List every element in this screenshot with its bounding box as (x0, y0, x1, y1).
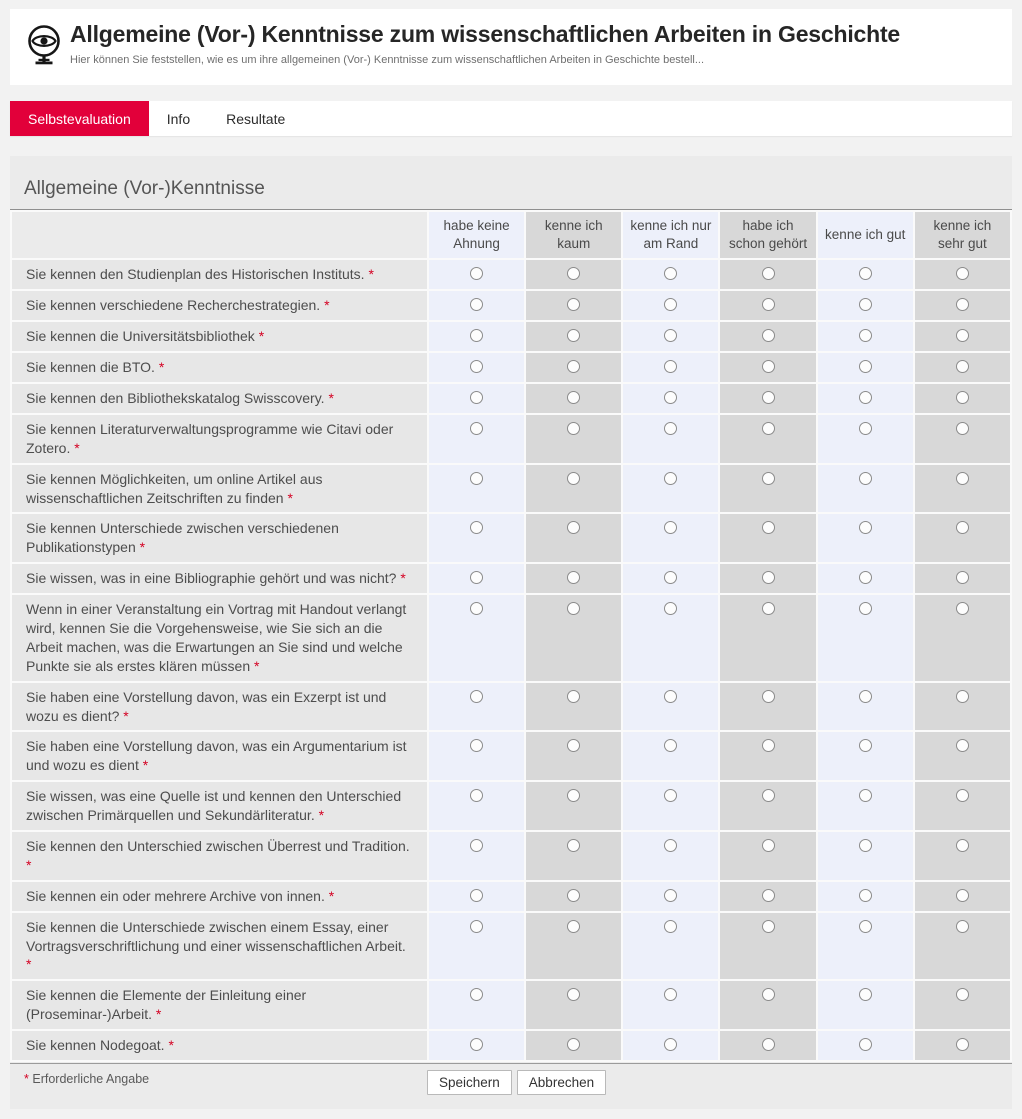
required-asterisk: * (158, 359, 165, 376)
column-header: kenne ich gut (818, 212, 913, 258)
option-cell (720, 913, 815, 980)
option-cell (429, 564, 524, 593)
radio-q8-opt4[interactable] (762, 521, 775, 534)
survey-mirror-eye-icon (22, 23, 66, 69)
radio-q8-opt3[interactable] (664, 521, 677, 534)
radio-q2-opt3[interactable] (664, 298, 677, 311)
question-row (12, 415, 1010, 463)
option-cell (623, 832, 718, 880)
form-footer (10, 1063, 1012, 1103)
radio-q11-opt1[interactable] (470, 690, 483, 703)
radio-q5-opt2[interactable] (567, 391, 580, 404)
radio-q6-opt1[interactable] (470, 422, 483, 435)
option-cell (429, 514, 524, 562)
radio-q6-opt5[interactable] (859, 422, 872, 435)
option-cell (526, 260, 621, 289)
option-cell (526, 564, 621, 593)
option-cell (526, 882, 621, 911)
column-header: habe keine Ahnung (429, 212, 524, 258)
radio-q14-opt2[interactable] (567, 839, 580, 852)
option-cell (623, 782, 718, 830)
question-row (12, 322, 1010, 351)
option-cell (623, 732, 718, 780)
cancel-button[interactable]: Abbrechen (517, 1070, 606, 1095)
radio-q1-opt5[interactable] (859, 267, 872, 280)
option-cell (429, 260, 524, 289)
radio-q14-opt1[interactable] (470, 839, 483, 852)
radio-q17-opt2[interactable] (567, 988, 580, 1001)
radio-q10-opt4[interactable] (762, 602, 775, 615)
radio-q12-opt5[interactable] (859, 739, 872, 752)
question-row (12, 514, 1010, 562)
question-row (12, 782, 1010, 830)
question-text: Sie haben eine Vorstellung davon, was ein Exzerpt ist und wozu es dient? * (12, 683, 427, 731)
tab-resultate[interactable]: Resultate (226, 110, 286, 127)
radio-q7-opt5[interactable] (859, 472, 872, 485)
radio-q4-opt5[interactable] (859, 360, 872, 373)
option-cell (720, 384, 815, 413)
option-cell (818, 514, 913, 562)
radio-q8-opt1[interactable] (470, 521, 483, 534)
radio-q8-opt6[interactable] (956, 521, 969, 534)
radio-q4-opt2[interactable] (567, 360, 580, 373)
option-cell (623, 913, 718, 980)
question-text: Sie kennen verschiedene Recherchestrategien. * (12, 291, 427, 320)
radio-q16-opt6[interactable] (956, 920, 969, 933)
option-cell (526, 514, 621, 562)
option-cell (720, 514, 815, 562)
radio-q18-opt5[interactable] (859, 1038, 872, 1051)
radio-q6-opt2[interactable] (567, 422, 580, 435)
option-cell (720, 353, 815, 382)
required-asterisk: * (139, 539, 146, 556)
option-cell (623, 683, 718, 731)
question-text: Sie kennen den Studienplan des Historischen Instituts. * (12, 260, 427, 289)
option-cell (429, 832, 524, 880)
option-cell (720, 832, 815, 880)
question-text: Sie kennen Möglichkeiten, um online Artikel aus wissenschaftlichen Zeitschriften zu finden * (12, 465, 427, 513)
option-cell (915, 514, 1010, 562)
radio-q14-opt4[interactable] (762, 839, 775, 852)
option-cell (720, 465, 815, 513)
radio-q17-opt6[interactable] (956, 988, 969, 1001)
option-cell (429, 415, 524, 463)
option-cell (623, 595, 718, 681)
option-cell (915, 832, 1010, 880)
radio-q4-opt3[interactable] (664, 360, 677, 373)
radio-q3-opt1[interactable] (470, 329, 483, 342)
option-cell (526, 782, 621, 830)
required-asterisk: * (24, 1072, 29, 1087)
question-row (12, 291, 1010, 320)
radio-q18-opt2[interactable] (567, 1038, 580, 1051)
option-cell (720, 595, 815, 681)
option-cell (720, 882, 815, 911)
radio-q2-opt6[interactable] (956, 298, 969, 311)
radio-q11-opt6[interactable] (956, 690, 969, 703)
radio-q10-opt3[interactable] (664, 602, 677, 615)
radio-q3-opt3[interactable] (664, 329, 677, 342)
radio-q2-opt1[interactable] (470, 298, 483, 311)
option-cell (915, 782, 1010, 830)
matrix-table (10, 210, 1012, 1062)
required-asterisk: * (123, 707, 129, 724)
radio-q16-opt1[interactable] (470, 920, 483, 933)
option-cell (623, 260, 718, 289)
radio-q12-opt6[interactable] (956, 739, 969, 752)
radio-q9-opt4[interactable] (762, 571, 775, 584)
option-cell (818, 384, 913, 413)
radio-q13-opt3[interactable] (664, 789, 677, 802)
option-cell (720, 260, 815, 289)
option-cell (818, 564, 913, 593)
option-cell (429, 732, 524, 780)
radio-q1-opt6[interactable] (956, 267, 969, 280)
required-asterisk: * (258, 328, 265, 345)
radio-q8-opt2[interactable] (567, 521, 580, 534)
option-cell (429, 353, 524, 382)
required-note-text: Erforderliche Angabe (32, 1072, 150, 1087)
required-asterisk: * (155, 1006, 162, 1023)
option-cell (623, 291, 718, 320)
required-asterisk: * (318, 807, 325, 824)
matrix-header-row (12, 212, 1010, 258)
option-cell (526, 913, 621, 980)
question-text: Sie haben eine Vorstellung davon, was ein Argumentarium ist und wozu es dient * (12, 732, 427, 780)
radio-q7-opt1[interactable] (470, 472, 483, 485)
option-cell (915, 564, 1010, 593)
question-row (12, 913, 1010, 980)
option-cell (623, 353, 718, 382)
required-asterisk: * (254, 657, 260, 674)
question-text: Sie kennen Unterschiede zwischen verschiedenen Publikationstypen * (12, 514, 427, 562)
radio-q4-opt1[interactable] (470, 360, 483, 373)
radio-q9-opt5[interactable] (859, 571, 872, 584)
radio-q17-opt3[interactable] (664, 988, 677, 1001)
question-row (12, 353, 1010, 382)
question-row (12, 384, 1010, 413)
question-text: Sie kennen Nodegoat. * (12, 1031, 427, 1060)
question-text: Sie wissen, was eine Quelle ist und kennen den Unterschied zwischen Primärquellen und Sekundärliteratur. * (12, 782, 427, 830)
question-text: Sie kennen die BTO. * (12, 353, 427, 382)
option-cell (915, 384, 1010, 413)
required-asterisk: * (400, 570, 406, 587)
column-header: habe ich schon gehört (720, 212, 815, 258)
option-cell (720, 322, 815, 351)
option-cell (915, 353, 1010, 382)
radio-q10-opt1[interactable] (470, 602, 483, 615)
radio-q5-opt1[interactable] (470, 391, 483, 404)
option-cell (915, 415, 1010, 463)
radio-q2-opt4[interactable] (762, 298, 775, 311)
option-cell (623, 384, 718, 413)
radio-q14-opt5[interactable] (859, 839, 872, 852)
radio-q2-opt5[interactable] (859, 298, 872, 311)
radio-q13-opt5[interactable] (859, 789, 872, 802)
column-header: kenne ich sehr gut (915, 212, 1010, 258)
radio-q17-opt5[interactable] (859, 988, 872, 1001)
radio-q13-opt1[interactable] (470, 789, 483, 802)
radio-q7-opt4[interactable] (762, 472, 775, 485)
radio-q6-opt3[interactable] (664, 422, 677, 435)
radio-q3-opt2[interactable] (567, 329, 580, 342)
radio-q6-opt4[interactable] (762, 422, 775, 435)
option-cell (526, 832, 621, 880)
radio-q6-opt6[interactable] (956, 422, 969, 435)
option-cell (818, 732, 913, 780)
radio-q13-opt6[interactable] (956, 789, 969, 802)
required-asterisk: * (368, 266, 374, 283)
option-cell (818, 260, 913, 289)
radio-q9-opt1[interactable] (470, 571, 483, 584)
question-row (12, 595, 1010, 681)
option-cell (720, 732, 815, 780)
option-cell (429, 882, 524, 911)
radio-q5-opt5[interactable] (859, 391, 872, 404)
radio-q3-opt5[interactable] (859, 329, 872, 342)
option-cell (429, 683, 524, 731)
radio-q11-opt4[interactable] (762, 690, 775, 703)
option-cell (429, 595, 524, 681)
option-cell (818, 353, 913, 382)
radio-q7-opt2[interactable] (567, 472, 580, 485)
option-cell (429, 1031, 524, 1060)
option-cell (623, 415, 718, 463)
option-cell (818, 832, 913, 880)
radio-q12-opt3[interactable] (664, 739, 677, 752)
option-cell (526, 1031, 621, 1060)
question-row (12, 564, 1010, 593)
radio-q3-opt6[interactable] (956, 329, 969, 342)
radio-q15-opt4[interactable] (762, 889, 775, 902)
option-cell (623, 564, 718, 593)
radio-q5-opt4[interactable] (762, 391, 775, 404)
option-cell (526, 732, 621, 780)
option-cell (818, 465, 913, 513)
radio-q17-opt4[interactable] (762, 988, 775, 1001)
option-cell (720, 564, 815, 593)
option-cell (915, 322, 1010, 351)
option-cell (526, 683, 621, 731)
radio-q1-opt4[interactable] (762, 267, 775, 280)
survey-header (10, 9, 1012, 85)
radio-q15-opt1[interactable] (470, 889, 483, 902)
option-cell (623, 322, 718, 351)
radio-q9-opt2[interactable] (567, 571, 580, 584)
option-cell (915, 882, 1010, 911)
question-row (12, 882, 1010, 911)
option-cell (526, 595, 621, 681)
question-row (12, 683, 1010, 731)
option-cell (429, 291, 524, 320)
option-cell (720, 1031, 815, 1060)
matrix-corner-cell (12, 212, 427, 258)
radio-q16-opt3[interactable] (664, 920, 677, 933)
question-text: Sie kennen den Unterschied zwischen Überrest und Tradition. * (12, 832, 427, 880)
radio-q1-opt2[interactable] (567, 267, 580, 280)
required-asterisk: * (324, 297, 330, 314)
question-text: Sie kennen ein oder mehrere Archive von innen. * (12, 882, 427, 911)
option-cell (720, 782, 815, 830)
option-cell (818, 782, 913, 830)
option-cell (818, 882, 913, 911)
option-cell (623, 882, 718, 911)
radio-q10-opt2[interactable] (567, 602, 580, 615)
radio-q11-opt2[interactable] (567, 690, 580, 703)
question-text: Sie kennen die Universitätsbibliothek * (12, 322, 427, 351)
required-asterisk: * (26, 956, 32, 973)
radio-q11-opt5[interactable] (859, 690, 872, 703)
option-cell (720, 291, 815, 320)
tab-info[interactable]: Info (166, 110, 191, 127)
radio-q9-opt3[interactable] (664, 571, 677, 584)
radio-q16-opt5[interactable] (859, 920, 872, 933)
question-text: Sie kennen den Bibliothekskatalog Swisscovery. * (12, 384, 427, 413)
option-cell (429, 782, 524, 830)
option-cell (526, 415, 621, 463)
radio-q7-opt3[interactable] (664, 472, 677, 485)
radio-q3-opt4[interactable] (762, 329, 775, 342)
option-cell (818, 595, 913, 681)
option-cell (818, 415, 913, 463)
question-text: Sie wissen, was in eine Bibliographie gehört und was nicht? * (12, 564, 427, 593)
radio-q9-opt6[interactable] (956, 571, 969, 584)
radio-q13-opt2[interactable] (567, 789, 580, 802)
radio-q18-opt4[interactable] (762, 1038, 775, 1051)
required-asterisk: * (142, 757, 149, 774)
radio-q1-opt1[interactable] (470, 267, 483, 280)
question-text: Sie kennen Literaturverwaltungsprogramme wie Citavi oder Zotero. * (12, 415, 427, 463)
option-cell (915, 1031, 1010, 1060)
option-cell (915, 260, 1010, 289)
radio-q15-opt5[interactable] (859, 889, 872, 902)
footer-buttons (427, 1069, 606, 1095)
radio-q4-opt4[interactable] (762, 360, 775, 373)
required-note (10, 1069, 427, 1086)
option-cell (623, 1031, 718, 1060)
column-header: kenne ich nur am Rand (623, 212, 718, 258)
radio-q1-opt3[interactable] (664, 267, 677, 280)
option-cell (623, 465, 718, 513)
radio-q12-opt2[interactable] (567, 739, 580, 752)
radio-q15-opt2[interactable] (567, 889, 580, 902)
page-subtitle: Hier können Sie feststellen, wie es um ihre allgemeinen (Vor-) Kenntnisse zum wissenschaftlichen Arbeiten in Geschichte bestell... (70, 53, 705, 66)
option-cell (429, 322, 524, 351)
radio-q14-opt6[interactable] (956, 839, 969, 852)
matrix-body (12, 260, 1010, 1060)
radio-q8-opt5[interactable] (859, 521, 872, 534)
radio-q15-opt6[interactable] (956, 889, 969, 902)
question-row (12, 732, 1010, 780)
option-cell (915, 732, 1010, 780)
header-text (66, 21, 900, 66)
option-cell (818, 1031, 913, 1060)
tab-selbstevaluation[interactable]: Selbstevaluation (10, 101, 149, 136)
required-asterisk: * (26, 856, 32, 873)
radio-q10-opt5[interactable] (859, 602, 872, 615)
required-asterisk: * (287, 489, 293, 506)
option-cell (429, 384, 524, 413)
option-cell (915, 291, 1010, 320)
radio-q14-opt3[interactable] (664, 839, 677, 852)
option-cell (818, 291, 913, 320)
radio-q15-opt3[interactable] (664, 889, 677, 902)
required-asterisk: * (328, 887, 335, 904)
radio-q18-opt3[interactable] (664, 1038, 677, 1051)
question-row (12, 260, 1010, 289)
option-cell (818, 683, 913, 731)
option-cell (623, 514, 718, 562)
form-panel (10, 156, 1012, 1109)
question-text: Sie kennen die Elemente der Einleitung einer (Proseminar-)Arbeit. * (12, 981, 427, 1029)
option-cell (526, 384, 621, 413)
radio-q5-opt6[interactable] (956, 391, 969, 404)
radio-q16-opt4[interactable] (762, 920, 775, 933)
column-header: kenne ich kaum (526, 212, 621, 258)
radio-q5-opt3[interactable] (664, 391, 677, 404)
radio-q7-opt6[interactable] (956, 472, 969, 485)
radio-q18-opt6[interactable] (956, 1038, 969, 1051)
required-asterisk: * (168, 1037, 174, 1054)
radio-q11-opt3[interactable] (664, 690, 677, 703)
option-cell (429, 465, 524, 513)
question-row (12, 1031, 1010, 1060)
radio-q4-opt6[interactable] (956, 360, 969, 373)
option-cell (526, 465, 621, 513)
required-asterisk: * (328, 390, 334, 406)
option-cell (526, 322, 621, 351)
option-cell (720, 683, 815, 731)
tab-bar (10, 101, 1012, 136)
question-row (12, 465, 1010, 513)
section-title: Allgemeine (Vor-)Kenntnisse (10, 156, 1012, 210)
option-cell (818, 322, 913, 351)
page-title: Allgemeine (Vor-) Kenntnisse zum wissenschaftlichen Arbeiten in Geschichte (70, 21, 901, 47)
option-cell (915, 913, 1010, 980)
option-cell (915, 465, 1010, 513)
option-cell (526, 353, 621, 382)
radio-q18-opt1[interactable] (470, 1038, 483, 1051)
radio-q16-opt2[interactable] (567, 920, 580, 933)
radio-q12-opt4[interactable] (762, 739, 775, 752)
option-cell (429, 913, 524, 980)
question-text: Wenn in einer Veranstaltung ein Vortrag mit Handout verlangt wird, kennen Sie die Vorgehensweise, wie Sie sich an die Arbeit machen, was die Erwartungen an Sie sind und welche Punkte sie als erstes klären müssen * (12, 595, 427, 681)
option-cell (915, 595, 1010, 681)
radio-q2-opt2[interactable] (567, 298, 580, 311)
radio-q17-opt1[interactable] (470, 988, 483, 1001)
option-cell (915, 683, 1010, 731)
save-button[interactable]: Speichern (427, 1070, 512, 1095)
question-row (12, 832, 1010, 880)
required-asterisk: * (74, 439, 80, 456)
option-cell (720, 415, 815, 463)
radio-q13-opt4[interactable] (762, 789, 775, 802)
question-text: Sie kennen die Unterschiede zwischen einem Essay, einer Vortragsverschriftlichung und einer wissenschaftlichen Arbeit. * (12, 913, 427, 980)
radio-q12-opt1[interactable] (470, 739, 483, 752)
radio-q10-opt6[interactable] (956, 602, 969, 615)
option-cell (526, 291, 621, 320)
option-cell (818, 913, 913, 980)
